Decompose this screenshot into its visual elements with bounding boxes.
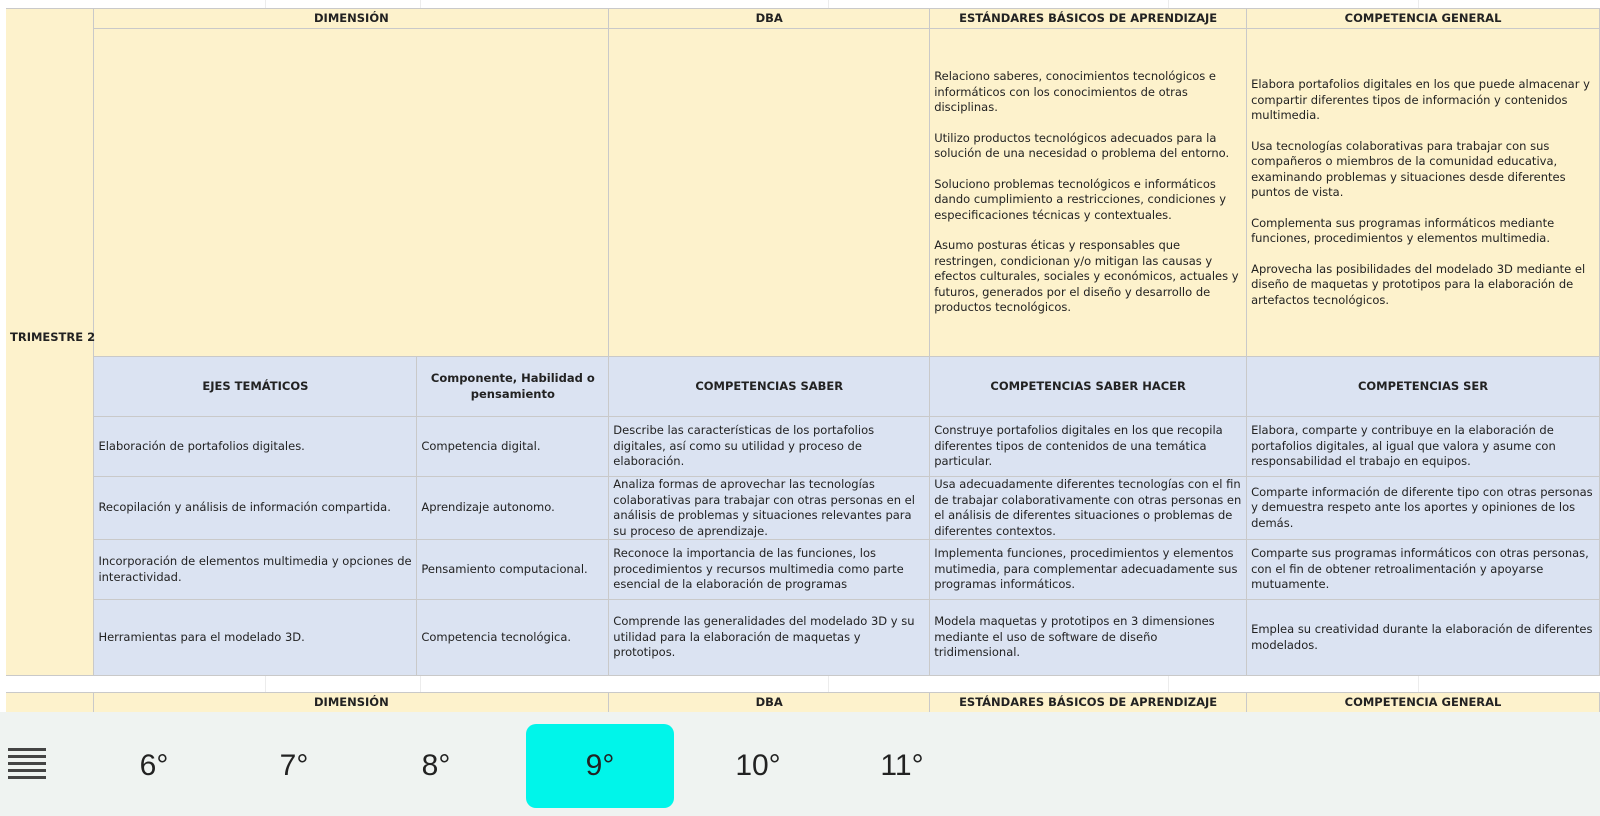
component-cell[interactable]: Competencia tecnológica. xyxy=(417,600,609,676)
standards-paragraph: Asumo posturas éticas y responsables que restringen, condicionan y/o mitigan las causas y efectos culturales, sociales y económicos, actuales y futuros, generados por el diseño y desarrollo de productos tecnológicos. xyxy=(934,238,1239,315)
tab-grade-6[interactable]: 6° xyxy=(139,749,169,782)
axis-cell[interactable]: Herramientas para el modelado 3D. xyxy=(94,600,417,676)
know-text: Comprende las generalidades del modelado 3D y su utilidad para la elaboración de maquetas y prototipos. xyxy=(613,614,915,660)
standards-paragraph: Relaciono saberes, conocimientos tecnológicos e informáticos con los conocimientos de otras disciplinas. xyxy=(934,69,1216,115)
term-cell[interactable] xyxy=(6,693,94,713)
be-text: Emplea su creatividad durante la elaboración de diferentes modelados. xyxy=(1251,622,1593,652)
header-dba[interactable]: DBA xyxy=(609,693,930,713)
header-general-competence[interactable]: COMPETENCIA GENERAL xyxy=(1247,693,1600,713)
header-dimension[interactable]: DIMENSIÓN xyxy=(94,9,609,29)
subheader-component[interactable]: Componente, Habilidad o pensamiento xyxy=(417,357,609,417)
know-how-text: Implementa funciones, procedimientos y elementos mutimedia, para complementar adecuadamente sus programas informáticos. xyxy=(934,546,1238,592)
dimension-cell[interactable] xyxy=(94,29,609,357)
know-how-cell[interactable] xyxy=(930,600,1247,676)
table-row xyxy=(6,477,1600,540)
axis-cell[interactable]: Elaboración de portafolios digitales. xyxy=(94,417,417,477)
know-how-cell[interactable] xyxy=(930,540,1247,600)
table-row xyxy=(6,540,1600,600)
subheader-be[interactable]: COMPETENCIAS SER xyxy=(1247,357,1600,417)
next-block-header xyxy=(6,692,1600,712)
tab-grade-9[interactable]: 9° xyxy=(526,724,674,808)
know-text: Analiza formas de aprovechar las tecnologías colaborativas para trabajar con otras personas en el análisis de problemas y situaciones relevantes para su proceso de aprendizaje. xyxy=(613,477,915,538)
header-dimension[interactable]: DIMENSIÓN xyxy=(94,693,609,713)
know-how-cell[interactable] xyxy=(930,477,1247,540)
standards-paragraph: Utilizo productos tecnológicos adecuados para la solución de una necesidad o problema del entorno. xyxy=(934,130,1230,161)
dba-cell[interactable] xyxy=(609,29,930,357)
be-cell[interactable] xyxy=(1247,600,1600,676)
subheader-know[interactable]: COMPETENCIAS SABER xyxy=(609,357,930,417)
be-text: Comparte información de diferente tipo con otras personas y demuestra respeto ante los aportes y opiniones de los demás. xyxy=(1251,484,1593,530)
table-row xyxy=(6,417,1600,477)
know-cell[interactable] xyxy=(609,600,930,676)
general-competence-paragraph: Usa tecnologías colaborativas para trabajar con sus compañeros o miembros de la comunidad educativa, examinando problemas y situaciones desde diferentes puntos de vista. xyxy=(1251,138,1566,199)
tab-grade-7[interactable]: 7° xyxy=(279,749,309,782)
know-how-cell[interactable] xyxy=(930,417,1247,477)
know-how-text: Construye portafolios digitales en los que recopila diferentes tipos de contenidos de una temática particular. xyxy=(934,423,1223,469)
general-competence-cell[interactable] xyxy=(1247,29,1600,357)
general-competence-paragraph: Complementa sus programas informáticos mediante funciones, procedimientos y elementos multimedia. xyxy=(1251,215,1555,245)
header-standards[interactable]: ESTÁNDARES BÁSICOS DE APRENDIZAJE xyxy=(930,9,1247,29)
header-general-competence[interactable]: COMPETENCIA GENERAL xyxy=(1247,9,1600,29)
be-text: Comparte sus programas informáticos con otras personas, con el fin de obtener retroalimentación y apoyarse mutuamente. xyxy=(1251,546,1589,592)
subheader-axes[interactable]: EJES TEMÁTICOS xyxy=(94,357,417,417)
tab-grade-10[interactable]: 10° xyxy=(735,749,781,782)
curriculum-table xyxy=(6,8,1600,676)
be-text: Elabora, comparte y contribuye en la elaboración de portafolios digitales, al igual que valora y asume con responsabilidad el trabajo en equipos. xyxy=(1251,423,1556,469)
know-cell[interactable] xyxy=(609,417,930,477)
be-cell[interactable] xyxy=(1247,477,1600,540)
component-cell[interactable]: Competencia digital. xyxy=(417,417,609,477)
tab-grade-8[interactable]: 8° xyxy=(421,749,451,782)
table-row xyxy=(6,600,1600,676)
general-competence-paragraph: Aprovecha las posibilidades del modelado 3D mediante el diseño de maquetas y prototipos para la elaboración de artefactos tecnológicos. xyxy=(1251,261,1586,307)
know-cell[interactable] xyxy=(609,540,930,600)
know-how-text: Usa adecuadamente diferentes tecnologías con el fin de trabajar colaborativamente con otras personas en el análisis de diferentes situaciones o problemas de diferentes contextos. xyxy=(934,477,1242,538)
be-cell[interactable] xyxy=(1247,417,1600,477)
be-cell[interactable] xyxy=(1247,540,1600,600)
know-cell[interactable] xyxy=(609,477,930,540)
axis-cell[interactable]: Incorporación de elementos multimedia y opciones de interactividad. xyxy=(94,540,417,600)
subheader-know-how[interactable]: COMPETENCIAS SABER HACER xyxy=(930,357,1247,417)
standards-paragraph: Soluciono problemas tecnológicos e informáticos dando cumplimiento a restricciones, condiciones y especificaciones técnicas y contextuales. xyxy=(934,176,1227,222)
axis-cell[interactable]: Recopilación y análisis de información compartida. xyxy=(94,477,417,540)
component-cell[interactable]: Aprendizaje autonomo. xyxy=(417,477,609,540)
standards-cell[interactable] xyxy=(930,29,1247,357)
tab-grade-11[interactable]: 11° xyxy=(880,749,924,782)
hamburger-menu-icon[interactable] xyxy=(8,748,46,780)
general-competence-paragraph: Elabora portafolios digitales en los que puede almacenar y compartir diferentes tipos de información y contenidos multimedia. xyxy=(1251,77,1590,122)
component-cell[interactable]: Pensamiento computacional. xyxy=(417,540,609,600)
know-text: Describe las características de los portafolios digitales, así como su utilidad y proceso de elaboración. xyxy=(613,423,875,469)
term-label: TRIMESTRE 2 xyxy=(10,330,96,344)
header-dba[interactable]: DBA xyxy=(609,9,930,29)
know-text: Reconoce la importancia de las funciones, los procedimientos y recursos multimedia como parte esencial de la elaboración de programas xyxy=(613,546,904,592)
know-how-text: Modela maquetas y prototipos en 3 dimensiones mediante el uso de software de diseño tridimensional. xyxy=(934,614,1215,660)
header-standards[interactable]: ESTÁNDARES BÁSICOS DE APRENDIZAJE xyxy=(930,693,1247,713)
